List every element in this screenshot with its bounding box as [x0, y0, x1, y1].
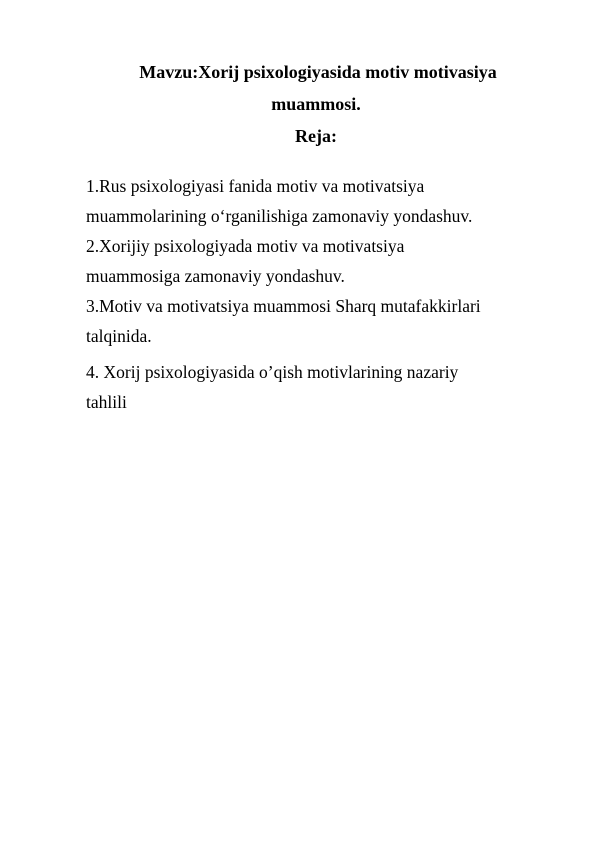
plan-list: [86, 171, 566, 417]
plan-item-3-line-1: 3.Motiv va motivatsiya muammosi Sharq mutafakkirlari: [86, 296, 481, 316]
plan-item-4-line-2: tahlili: [86, 392, 127, 412]
plan-item-4: [86, 357, 566, 417]
plan-item-4-line-1: 4. Xorij psixologiyasida o’qish motivlarining nazariy: [86, 362, 459, 382]
document-title: [0, 56, 596, 120]
plan-item-2: [86, 231, 566, 291]
plan-item-3: [86, 291, 566, 351]
plan-item-1: [86, 171, 566, 231]
plan-item-2-line-1: 2.Xorijiy psixologiyada motiv va motivatsiya: [86, 236, 405, 256]
plan-item-1-line-1: 1.Rus psixologiyasi fanida motiv va motivatsiya: [86, 176, 425, 196]
title-line-2: muammosi.: [271, 94, 361, 114]
plan-item-2-line-2: muammosiga zamonaviy yondashuv.: [86, 266, 345, 286]
plan-item-1-line-2: muammolarining o‘rganilishiga zamonaviy yondashuv.: [86, 206, 473, 226]
plan-item-3-line-2: talqinida.: [86, 326, 152, 346]
plan-heading: Reja:: [295, 126, 337, 146]
title-line-1: Mavzu:Xorij psixologiyasida motiv motivasiya: [139, 62, 497, 82]
